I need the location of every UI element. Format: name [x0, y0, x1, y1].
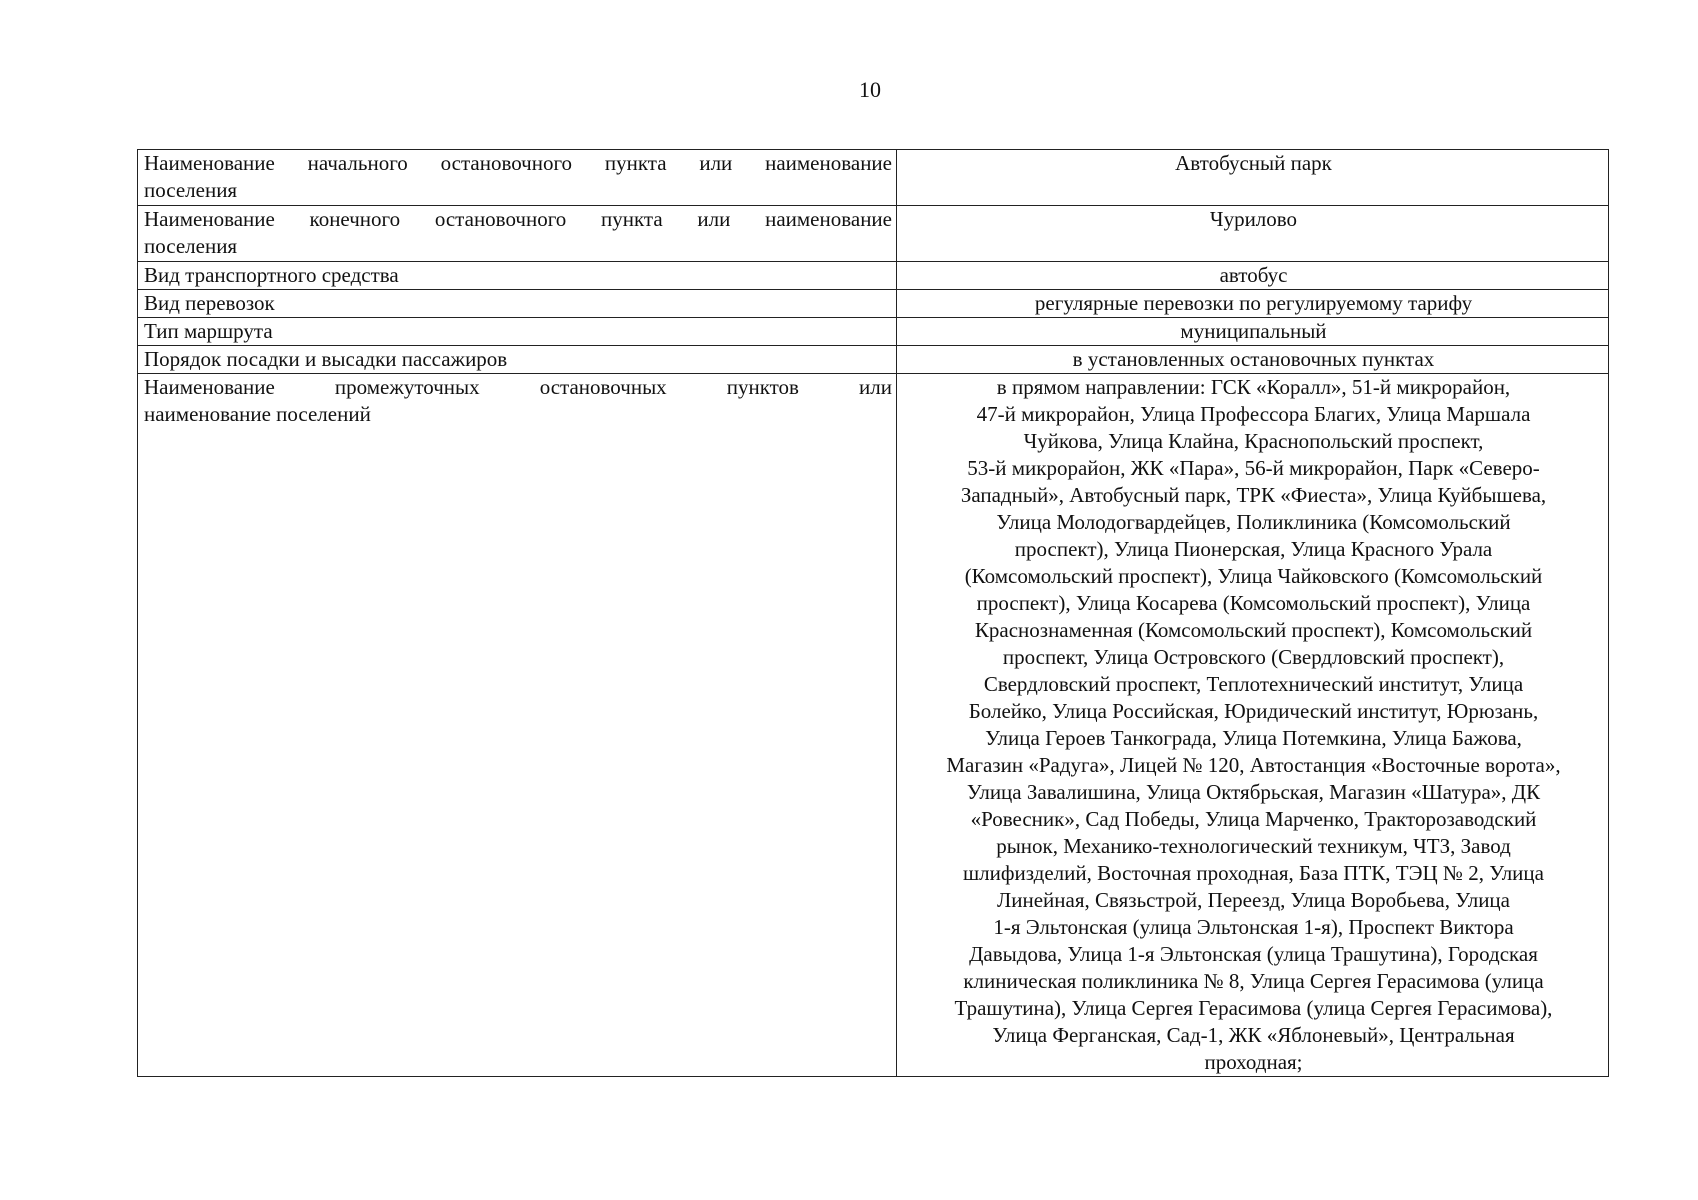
label-line: Наименование начального остановочного пункта или наименование	[144, 151, 892, 175]
label-end-stop	[138, 206, 897, 262]
label-transport-kind	[138, 290, 897, 318]
stops-line: Улица Героев Танкограда, Улица Потемкина, Улица Бажова,	[985, 726, 1522, 750]
stops-line: 53-й микрорайон, ЖК «Пара», 56-й микрорайон, Парк «Северо-	[967, 456, 1540, 480]
label-vehicle-type	[138, 262, 897, 290]
stops-line: шлифизделий, Восточная проходная, База ПТК, ТЭЦ № 2, Улица	[963, 861, 1544, 885]
stops-line: проспект), Улица Пионерская, Улица Красного Урала	[1014, 537, 1493, 561]
label-line: Наименование конечного остановочного пункта или наименование	[144, 207, 892, 231]
table-row-start-stop	[138, 150, 1609, 206]
stops-line: Магазин «Радуга», Лицей № 120, Автостанция «Восточные ворота»,	[946, 753, 1561, 777]
value-intermediate-stops	[897, 374, 1609, 1077]
label-line: наименование поселений	[144, 402, 371, 426]
value-route-type	[897, 318, 1609, 346]
table-row-boarding-order	[138, 346, 1609, 374]
label-line: Тип маршрута	[144, 319, 273, 343]
stops-line: 1-я Эльтонская (улица Эльтонская 1-я), Проспект Виктора	[993, 915, 1514, 939]
stops-line: проходная;	[1204, 1050, 1303, 1074]
stops-line: Западный», Автобусный парк, ТРК «Фиеста», Улица Куйбышева,	[960, 483, 1547, 507]
stops-line: рынок, Механико-технологический техникум, ЧТЗ, Завод	[996, 834, 1511, 858]
table-row-intermediate-stops	[138, 374, 1609, 1077]
stops-line: проспект), Улица Косарева (Комсомольский проспект), Улица	[976, 591, 1531, 615]
stops-line: «Ровесник», Сад Победы, Улица Марченко, Тракторозаводский	[970, 807, 1537, 831]
label-line: поселения	[144, 234, 238, 258]
label-boarding-order	[138, 346, 897, 374]
table-row-transport-kind	[138, 290, 1609, 318]
stops-line: проспект, Улица Островского (Свердловский проспект),	[1002, 645, 1505, 669]
value-transport-kind	[897, 290, 1609, 318]
stops-line: Улица Завалишина, Улица Октябрьская, Магазин «Шатура», ДК	[966, 780, 1541, 804]
label-line: Вид перевозок	[144, 291, 275, 315]
label-start-stop	[138, 150, 897, 206]
stops-line: Линейная, Связьстрой, Переезд, Улица Воробьева, Улица	[996, 888, 1510, 912]
stops-line: Свердловский проспект, Теплотехнический институт, Улица	[983, 672, 1524, 696]
stops-line: (Комсомольский проспект), Улица Чайковского (Комсомольский	[964, 564, 1543, 588]
value-vehicle-type	[897, 262, 1609, 290]
label-route-type	[138, 318, 897, 346]
stops-line: Улица Ферганская, Сад-1, ЖК «Яблоневый», Центральная	[992, 1023, 1515, 1047]
stops-line: Краснознаменная (Комсомольский проспект), Комсомольский	[974, 618, 1533, 642]
stops-line: 47-й микрорайон, Улица Профессора Благих, Улица Маршала	[976, 402, 1531, 426]
stops-line: Болейко, Улица Российская, Юридический институт, Юрюзань,	[968, 699, 1539, 723]
value-line: Чурилово	[1209, 207, 1298, 231]
value-line: муниципальный	[1180, 319, 1327, 343]
stops-line: Чуйкова, Улица Клайна, Краснопольский проспект,	[1023, 429, 1484, 453]
page-number: 10	[859, 77, 881, 102]
label-line: Вид транспортного средства	[144, 263, 399, 287]
table-row-route-type	[138, 318, 1609, 346]
table-row-end-stop	[138, 206, 1609, 262]
value-start-stop	[897, 150, 1609, 206]
stops-line: Улица Молодогвардейцев, Поликлиника (Комсомольский	[996, 510, 1511, 534]
label-line: Порядок посадки и высадки пассажиров	[144, 347, 508, 371]
value-line: регулярные перевозки по регулируемому тарифу	[1034, 291, 1473, 315]
route-passport-table	[137, 149, 1609, 1077]
label-intermediate-stops	[138, 374, 897, 1077]
table-row-vehicle-type	[138, 262, 1609, 290]
stops-line: в прямом направлении: ГСК «Коралл», 51-й микрорайон,	[996, 375, 1511, 399]
label-line: Наименование промежуточных остановочных пунктов или	[144, 375, 892, 399]
stops-line: Трашутина), Улица Сергея Герасимова (улица Сергея Герасимова),	[954, 996, 1553, 1020]
value-boarding-order	[897, 346, 1609, 374]
stops-line: клиническая поликлиника № 8, Улица Сергея Герасимова (улица	[963, 969, 1544, 993]
value-line: Автобусный парк	[1175, 151, 1332, 175]
label-line: поселения	[144, 178, 238, 202]
value-end-stop	[897, 206, 1609, 262]
value-line: в установленных остановочных пунктах	[1072, 347, 1435, 371]
value-line: автобус	[1219, 263, 1288, 287]
stops-line: Давыдова, Улица 1-я Эльтонская (улица Трашутина), Городская	[969, 942, 1538, 966]
